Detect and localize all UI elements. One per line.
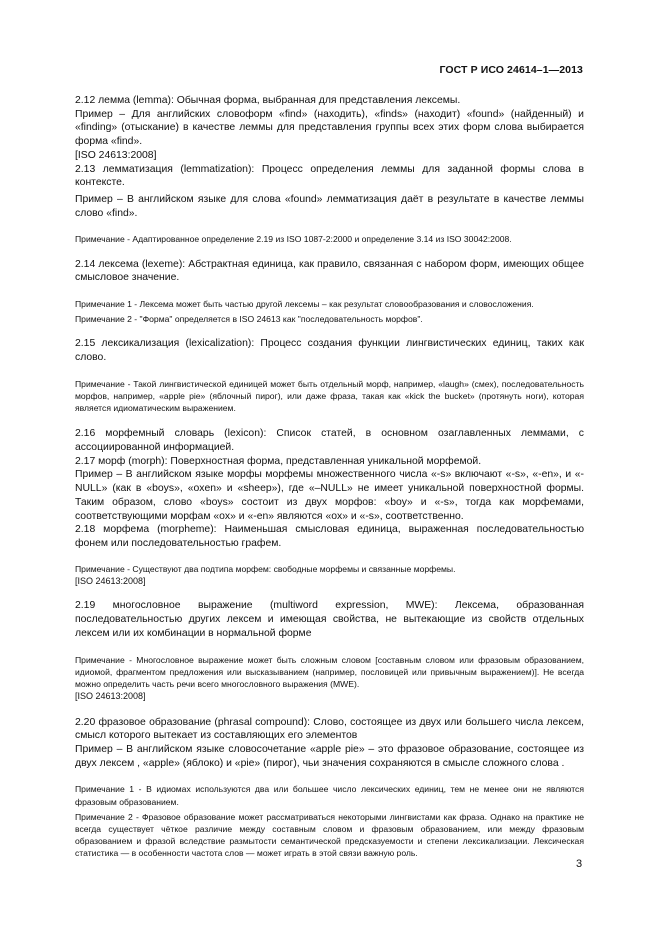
note-2-15: Примечание - Такой лингвистической единицей может быть отдельный морф, например, «laugh» (смех), последовательность морфов, например, «apple pie» (яблочный пирог), или даже фраза, такая как «kick the bucket» (протянуть ноги), которая является идиоматическим выражением. — [75, 378, 584, 414]
term-2-20: 2.20 фразовое образование (phrasal compound): Слово, состоящее из двух или большего числа лексем, смысл которого вытекает из составляющих его элементов — [75, 716, 584, 742]
standard-code-header: ГОСТ Р ИСО 24614–1—2013 — [439, 64, 583, 76]
term-2-18: 2.18 морфема (morpheme): Наименьшая смысловая единица, выраженная последовательностью фонем или последовательностью графем. — [75, 524, 584, 549]
term-2-14: 2.14 лексема (lexeme): Абстрактная единица, как правило, связанная с набором форм, имеющих общее смысловое значение. — [75, 258, 584, 284]
term-2-17: 2.17 морф (morph): Поверхностная форма, представленная уникальной морфемой. — [75, 455, 482, 467]
document-body — [75, 94, 584, 860]
note-2-2-20: Примечание 2 - Фразовое образование может рассматриваться некоторыми лингвистами как фраза. Однако на практике не всегда существует чёткое различие между составным словом и фразовым образованием, или между фразовым образованием и фразой вследствие размытости семантической предсказуемости и степени лексикализации. Лексическая статистика — в особенности частота слов — может играть в этой связи важную роль. — [75, 811, 584, 859]
term-2-15: 2.15 лексикализация (lexicalization): Процесс создания функции лингвистических единиц, таких как слово. — [75, 338, 584, 364]
note-1-2-20: Примечание 1 - В идиомах используются два или большее число лексических единиц, тем не менее они не являются фразовым образованием. — [75, 784, 584, 807]
term-2-13: 2.13 лемматизация (lemmatization): Процесс определения леммы для заданной формы слова в контексте. — [75, 163, 584, 189]
note-2-2-14: Примечание 2 - "Форма" определяется в ISO 24613 как "последовательность морфов". — [75, 314, 423, 325]
reference-2-12: [ISO 24613:2008] — [75, 149, 157, 161]
reference-2-18: [ISO 24613:2008] — [75, 575, 146, 586]
page-number: 3 — [576, 858, 583, 870]
reference-2-19: [ISO 24613:2008] — [75, 691, 146, 702]
term-2-19: 2.19 многословное выражение (multiword expression, MWE): Лексема, образованная последовательностью других лексем и имеющая свойства, не вытекающие из свойств отдельных лексем или их комбинации в нормальной форме — [75, 600, 584, 639]
term-2-12: 2.12 лемма (lemma): Обычная форма, выбранная для представления лексемы. — [75, 95, 461, 106]
term-2-16: 2.16 морфемный словарь (lexicon): Список статей, в основном озаглавленных леммами, с ассоциированной информацией. — [75, 428, 584, 454]
example-2-20: Пример – В английском языке словосочетание «apple pie» – это фразовое образование, состоящее из двух лексем , «apple» (яблоко) и «pie» (пирог), чьи значения сохраняются в смысле сложного слова . — [75, 744, 584, 769]
example-2-13: Пример – В английском языке для слова «found» лемматизация даёт в результате в качестве леммы слово «find». — [75, 193, 584, 219]
example-2-12: Пример – Для английских словоформ «find» (находить), «finds» (находит) «found» (найденный) и «finding» (отыскание) в качестве леммы для представления группы всех этих форм слова выбирается форма «find». — [75, 108, 584, 148]
note-2-13: Примечание - Адаптированное определение 2.19 из ISO 1087-2:2000 и определение 3.14 из ISO 30042:2008. — [75, 234, 512, 245]
note-2-18: Примечание - Существуют два подтипа морфем: свободные морфемы и связанные морфемы. — [75, 563, 456, 574]
example-2-17: Пример – В английском языке морфы морфемы множественного числа «-s» включают «-s», «-en», и «-NULL» (как в «boys», «oxen» и «sheep»), где «–NULL» не имеет уникальной поверхностной формы. Таким образом, слово «boys» состоит из двух морфов: «boy» и «-s», тогда как морфемами, соответствующими морфам «ox» и «-en» являются «ox» и «-s», соответственно. — [75, 469, 584, 522]
note-1-2-14: Примечание 1 - Лексема может быть частью другой лексемы – как результат словообразования и словосложения. — [75, 298, 534, 309]
note-2-19: Примечание - Многословное выражение может быть сложным словом [составным словом или фразовым образованием, идиомой, фрагментом предложения или высказыванием (например, пословицей или привычным выражением)]. Не всегда можно определить часть речи всего многословного выражения (MWE). — [75, 654, 584, 689]
